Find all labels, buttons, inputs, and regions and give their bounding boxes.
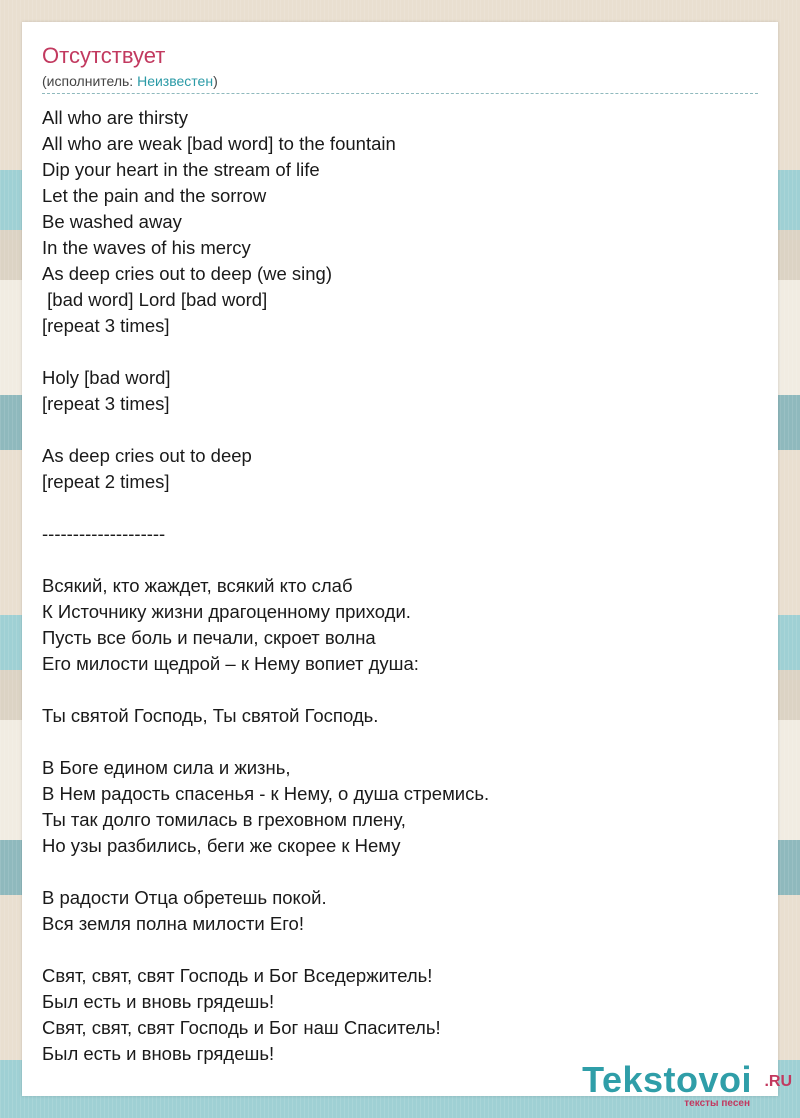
- logo-tld: .RU: [764, 1073, 792, 1090]
- lyrics-card: [22, 22, 778, 1096]
- artist-link[interactable]: Неизвестен: [137, 73, 214, 89]
- logo-tagline: тексты песен: [684, 1098, 750, 1109]
- song-title: Отсутствует: [42, 43, 166, 68]
- header-divider: [42, 93, 758, 94]
- lyrics-text: All who are thirsty All who are weak [bad word] to the fountain Dip your heart in the stream of life Let the pain and the sorrow Be washed away In the waves of his mercy As deep cries out to deep (we sing) [bad word] Lord [bad word] [repeat 3 times] Holy [bad word] [repeat 3 times] As deep cries out to deep [repeat 2 times] -------------------- Всякий, кто жаждет, всякий кто слаб К Источнику жизни драгоценному приходи. Пусть все боль и печали, скроет волна Его милости щедрой – к Нему вопиет душа: Ты святой Господь, Ты святой Господь. В Боге едином сила и жизнь, В Нем радость спасенья - к Нему, о душа стремись. Ты так долго томилась в греховном плену, Но узы разбились, беги же скорее к Нему В радости Отца обретешь покой. Вся земля полна милости Его! Свят, свят, свят Господь и Бог Вседержитель! Был есть и вновь грядешь! Свят, свят, свят Господь и Бог наш Спаситель! Был есть и вновь грядешь!: [42, 107, 490, 1064]
- site-logo[interactable]: [582, 1060, 792, 1110]
- artist-line: [42, 72, 218, 90]
- artist-prefix: (исполнитель:: [42, 73, 138, 89]
- artist-suffix: ): [213, 73, 218, 89]
- logo-wordmark: Tekstovoi: [582, 1059, 752, 1100]
